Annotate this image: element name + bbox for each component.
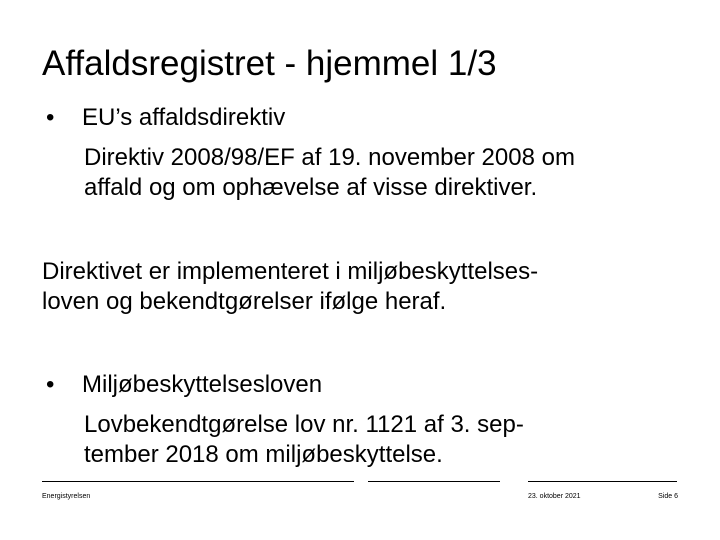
- footer-organization: Energistyrelsen: [42, 493, 91, 500]
- bullet-detail-line-2: tember 2018 om miljøbeskyttelse.: [84, 441, 443, 468]
- bullet-marker: •: [46, 104, 55, 131]
- bullet-heading: Miljøbeskyttelsesloven: [82, 371, 323, 398]
- footer-divider-middle: [368, 481, 500, 482]
- paragraph-line-2: loven og bekendtgørelser ifølge heraf.: [42, 288, 447, 315]
- footer-date: 23. oktober 2021: [528, 493, 581, 500]
- bullet-eu-directive: [46, 103, 575, 203]
- footer-page-number: Side 6: [658, 493, 678, 500]
- bullet-row: [46, 370, 524, 410]
- bullet-environmental-act: [46, 370, 524, 470]
- slide-title: Affaldsregistret - hjemmel 1/3: [42, 44, 497, 83]
- paragraph-line-1: Direktivet er implementeret i miljøbeskyttelses-: [42, 258, 539, 285]
- bullet-row: [46, 103, 575, 143]
- implementation-paragraph: [42, 257, 538, 317]
- footer-divider-left: [42, 481, 354, 482]
- bullet-detail-line-2: affald og om ophævelse af visse direktiver.: [84, 174, 538, 201]
- bullet-heading: EU’s affaldsdirektiv: [82, 104, 286, 131]
- bullet-detail-line-1: Direktiv 2008/98/EF af 19. november 2008 om: [84, 144, 575, 171]
- footer-divider-right: [528, 481, 677, 482]
- bullet-detail-line-1: Lovbekendtgørelse lov nr. 1121 af 3. sep-: [84, 411, 524, 438]
- bullet-marker: •: [46, 371, 55, 398]
